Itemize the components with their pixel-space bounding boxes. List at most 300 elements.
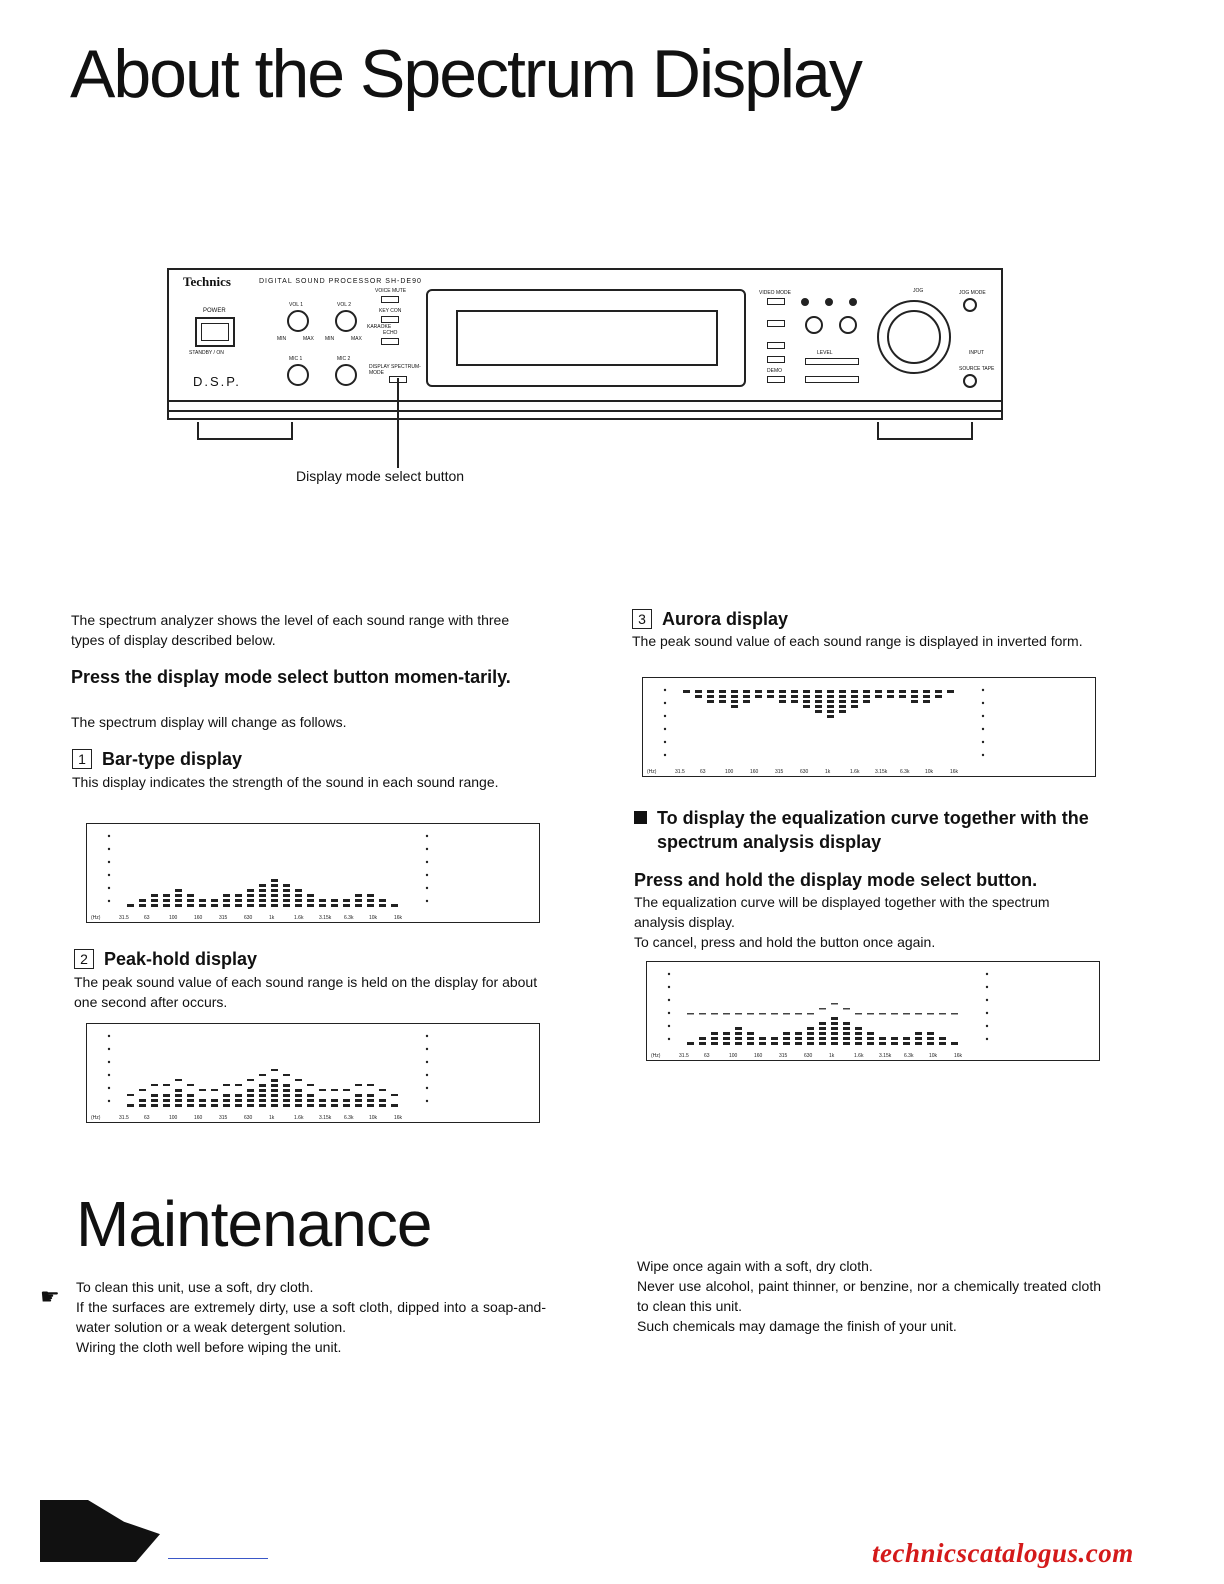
spectrum-bar-segment <box>391 904 398 907</box>
mode-button-2[interactable] <box>767 320 785 327</box>
scale-dot <box>982 689 984 691</box>
key-con-button[interactable] <box>381 316 399 323</box>
spectrum-bar-segment <box>747 1037 754 1040</box>
min-label-2: MIN <box>325 336 335 342</box>
spectrum-bar-segment <box>187 1104 194 1107</box>
spectrum-bar-segment <box>743 700 750 703</box>
spectrum-svg <box>87 1024 541 1124</box>
spectrum-bar-segment <box>887 690 894 693</box>
spectrum-bar-segment <box>283 1094 290 1097</box>
footer-site: technicscatalogus.com <box>872 1538 1134 1568</box>
eq-curve-marker <box>771 1013 778 1015</box>
spectrum-bar-segment <box>379 1104 386 1107</box>
input-button[interactable] <box>963 374 977 388</box>
spectrum-bar-segment <box>855 1027 862 1030</box>
spectrum-bar-segment <box>803 700 810 703</box>
spectrum-bar-segment <box>163 1104 170 1107</box>
spectrum-bar-segment <box>283 894 290 897</box>
scale-dot <box>986 1012 988 1014</box>
freq-tick-label: 63 <box>700 769 706 775</box>
freq-tick-label: 3.15k <box>319 1115 332 1121</box>
scale-dot <box>664 689 666 691</box>
press-heading: Press the display mode select button momen-tarily. <box>71 667 511 687</box>
spectrum-bar-segment <box>175 1094 182 1097</box>
spectrum-bar-segment <box>367 1094 374 1097</box>
footer-rule <box>168 1558 268 1559</box>
spectrum-bar-segment <box>367 1099 374 1102</box>
eq-curve-marker <box>927 1013 934 1015</box>
peak-marker <box>319 1089 326 1091</box>
spectrum-bar-segment <box>367 894 374 897</box>
spectrum-bar-segment <box>767 690 774 693</box>
spectrum-bar-segment <box>695 690 702 693</box>
spectrum-bar-segment <box>759 1042 766 1045</box>
spectrum-bar-segment <box>283 899 290 902</box>
eq-heading-text: To display the equalization curve together with the spectrum analysis display <box>657 808 1089 852</box>
freq-tick-label: 630 <box>804 1053 813 1059</box>
spectrum-bar-segment <box>175 889 182 892</box>
spectrum-bar-segment <box>379 1099 386 1102</box>
spectrum-bar-segment <box>935 690 942 693</box>
eq-curve-marker <box>687 1013 694 1015</box>
effect-button[interactable] <box>767 356 785 363</box>
peak-marker <box>307 1084 314 1086</box>
freq-tick-label: 1.6k <box>854 1053 864 1059</box>
spectrum-bar-segment <box>791 700 798 703</box>
scale-dot <box>108 1074 110 1076</box>
spectrum-bar-segment <box>187 894 194 897</box>
freq-tick-label: 315 <box>219 1115 228 1121</box>
spectrum-bar-segment <box>783 1032 790 1035</box>
spectrum-bar-segment <box>343 904 350 907</box>
spectrum-bar-segment <box>223 1104 230 1107</box>
mic2-knob[interactable] <box>335 364 357 386</box>
freq-tick-label: 63 <box>144 1115 150 1121</box>
vol2-knob[interactable] <box>335 310 357 332</box>
spectrum-bar-segment <box>807 1042 814 1045</box>
section-number-3: 3 <box>632 609 652 629</box>
eq-curve-marker <box>951 1013 958 1015</box>
page-title: About the Spectrum Display <box>70 36 861 112</box>
spectrum-bar-segment <box>707 690 714 693</box>
freq-tick-label: 100 <box>169 1115 178 1121</box>
spectrum-bar-segment <box>771 1042 778 1045</box>
intro-text: The spectrum analyzer shows the level of each sound range with three types of display described below. <box>71 612 510 648</box>
spectrum-bar-segment <box>343 1099 350 1102</box>
spectrum-bar-segment <box>295 1104 302 1107</box>
spectrum-bar-segment <box>755 690 762 693</box>
spectrum-bar-segment <box>271 1079 278 1082</box>
video-mode-button[interactable] <box>767 298 785 305</box>
press-text: The spectrum display will change as follows. <box>71 714 347 730</box>
spectrum-bar-segment <box>731 690 738 693</box>
spectrum-bar-segment <box>307 1104 314 1107</box>
spectrum-bar-segment <box>247 904 254 907</box>
spectrum-bar-segment <box>795 1042 802 1045</box>
spectrum-bar-segment <box>367 1104 374 1107</box>
spectrum-bar-segment <box>319 1099 326 1102</box>
spectrum-bar-segment <box>719 700 726 703</box>
freq-tick-label: 630 <box>244 1115 253 1121</box>
spectrum-bar-segment <box>899 690 906 693</box>
spectrum-bar-segment <box>331 899 338 902</box>
scale-dot <box>986 1025 988 1027</box>
spectrum-bar-segment <box>247 1104 254 1107</box>
device-foot-right <box>877 422 973 440</box>
eq-curve-spectrum <box>646 961 1100 1061</box>
spectrum-bar-segment <box>259 1094 266 1097</box>
spectrum-bar-segment <box>723 1032 730 1035</box>
spectrum-bar-segment <box>175 1089 182 1092</box>
freq-tick-label: 1k <box>269 1115 275 1121</box>
treble-knob[interactable] <box>839 316 857 334</box>
spectrum-bar-segment <box>831 1027 838 1030</box>
spectrum-bar-segment <box>271 884 278 887</box>
eq-curve-marker <box>747 1013 754 1015</box>
device-base-line-2 <box>167 410 1003 412</box>
spectrum-bar-segment <box>151 1099 158 1102</box>
freq-tick-label: 10k <box>929 1053 938 1059</box>
spectrum-bar-segment <box>879 1042 886 1045</box>
eq-heading <box>634 806 1127 854</box>
spectrum-bar-segment <box>891 1042 898 1045</box>
peak-hold-text: The peak sound value of each sound range is held on the display for about one second after occurs. <box>74 974 538 1010</box>
spectrum-bar-segment <box>259 899 266 902</box>
spectrum-bar-segment <box>259 889 266 892</box>
spectrum-bar-segment <box>163 894 170 897</box>
indicator-2 <box>825 298 833 306</box>
peak-marker <box>235 1084 242 1086</box>
freq-tick-label: 31.5 <box>119 915 129 921</box>
jog-dial[interactable] <box>877 300 951 374</box>
jog-mode-button[interactable] <box>963 298 977 312</box>
freq-tick-label: 6.3k <box>900 769 910 775</box>
level-label: LEVEL <box>817 350 833 356</box>
spectrum-bar-segment <box>307 1099 314 1102</box>
scale-dot <box>982 702 984 704</box>
scale-dot <box>108 900 110 902</box>
peak-marker <box>151 1084 158 1086</box>
aurora-heading <box>632 608 788 630</box>
bass-knob[interactable] <box>805 316 823 334</box>
input-label: INPUT <box>969 350 984 356</box>
spectrum-bar-segment <box>199 1099 206 1102</box>
freq-tick-label: 160 <box>754 1053 763 1059</box>
scale-dot <box>426 1035 428 1037</box>
spectrum-bar-segment <box>843 1042 850 1045</box>
spectrum-bar-segment <box>271 1089 278 1092</box>
eq-curve-marker <box>723 1013 730 1015</box>
scale-dot <box>426 1061 428 1063</box>
spectrum-bar-segment <box>259 1099 266 1102</box>
spectrum-bar-segment <box>283 1099 290 1102</box>
spectrum-bar-segment <box>259 1104 266 1107</box>
peak-marker <box>211 1089 218 1091</box>
spectrum-bar-segment <box>911 700 918 703</box>
freq-tick-label: 10k <box>369 1115 378 1121</box>
scale-dot <box>108 835 110 837</box>
voice-mute-label: VOICE MUTE <box>375 288 407 294</box>
maintenance-left-1: To clean this unit, use a soft, dry cloth. <box>76 1279 314 1295</box>
peak-marker <box>331 1089 338 1091</box>
spectrum-bar-segment <box>887 695 894 698</box>
spectrum-bar-segment <box>719 690 726 693</box>
spectrum-bar-segment <box>319 899 326 902</box>
spectrum-bar-segment <box>839 700 846 703</box>
spectrum-bar-segment <box>723 1042 730 1045</box>
freq-tick-label: 315 <box>219 915 228 921</box>
maintenance-title: Maintenance <box>76 1188 432 1260</box>
spectrum-bar-segment <box>855 1042 862 1045</box>
peak-marker <box>391 1094 398 1096</box>
spectrum-bar-segment <box>855 1037 862 1040</box>
eq-curve-marker <box>891 1013 898 1015</box>
spectrum-bar-segment <box>803 705 810 708</box>
peak-marker <box>247 1079 254 1081</box>
spectrum-bar-segment <box>827 700 834 703</box>
eq-curve-marker <box>939 1013 946 1015</box>
spectrum-bar-segment <box>803 690 810 693</box>
spectrum-bar-segment <box>343 1104 350 1107</box>
spectrum-bar-segment <box>795 1032 802 1035</box>
spectrum-bar-segment <box>707 695 714 698</box>
spectrum-bar-segment <box>731 695 738 698</box>
brand-logo: Technics <box>183 274 231 289</box>
spectrum-bar-segment <box>235 1099 242 1102</box>
spectrum-bar-segment <box>355 894 362 897</box>
spectrum-bar-segment <box>271 1104 278 1107</box>
spectrum-bar-segment <box>779 700 786 703</box>
spectrum-bar-segment <box>819 1042 826 1045</box>
scale-dot <box>108 1061 110 1063</box>
freq-unit-label: (Hz) <box>91 915 101 921</box>
power-button[interactable] <box>195 317 235 347</box>
peak-hold-spectrum <box>86 1023 540 1123</box>
peak-marker <box>259 1074 266 1076</box>
demo-button[interactable] <box>767 376 785 383</box>
spectrum-bar-segment <box>355 1094 362 1097</box>
spectrum-bar-segment <box>283 1084 290 1087</box>
scale-dot <box>108 848 110 850</box>
spectrum-bar-segment <box>295 899 302 902</box>
eq-curve-marker <box>879 1013 886 1015</box>
page-corner-mark <box>40 1500 160 1562</box>
scale-dot <box>986 1038 988 1040</box>
scale-dot <box>668 999 670 1001</box>
freq-tick-label: 315 <box>775 769 784 775</box>
standby-label: STANDBY / ON <box>189 350 224 356</box>
scale-dot <box>426 1074 428 1076</box>
memo-button[interactable] <box>767 342 785 349</box>
freq-tick-label: 1.6k <box>294 915 304 921</box>
spectrum-bar-segment <box>867 1042 874 1045</box>
spectrum-bar-segment <box>843 1027 850 1030</box>
spectrum-bar-segment <box>815 710 822 713</box>
jog-dial-inner <box>887 310 941 364</box>
spectrum-bar-segment <box>199 899 206 902</box>
eq-curve-marker <box>915 1013 922 1015</box>
spectrum-bar-segment <box>319 1104 326 1107</box>
spectrum-bar-segment <box>223 899 230 902</box>
freq-tick-label: 100 <box>729 1053 738 1059</box>
key-con-label: KEY CON <box>379 308 402 314</box>
spectrum-bar-segment <box>719 695 726 698</box>
scale-dot <box>986 986 988 988</box>
scale-dot <box>668 986 670 988</box>
spectrum-bar-segment <box>699 1042 706 1045</box>
spectrum-bar-segment <box>899 695 906 698</box>
spectrum-bar-segment <box>815 705 822 708</box>
jog-label: JOG <box>913 288 924 294</box>
device-base-line-3 <box>167 418 1003 420</box>
freq-tick-label: 1.6k <box>294 1115 304 1121</box>
mic1-knob[interactable] <box>287 364 309 386</box>
square-bullet-icon <box>634 811 647 824</box>
spectrum-bar-segment <box>331 1104 338 1107</box>
spectrum-bar-segment <box>199 904 206 907</box>
freq-tick-label: 1k <box>825 769 831 775</box>
spectrum-bar-segment <box>247 1094 254 1097</box>
freq-tick-label: 630 <box>244 915 253 921</box>
spectrum-bar-segment <box>875 695 882 698</box>
spectrum-bar-segment <box>711 1037 718 1040</box>
spectrum-bar-segment <box>355 1104 362 1107</box>
spectrum-bar-segment <box>891 1037 898 1040</box>
spectrum-bar-segment <box>355 904 362 907</box>
spectrum-bar-segment <box>331 904 338 907</box>
spectrum-bar-segment <box>735 1037 742 1040</box>
freq-tick-label: 16k <box>950 769 959 775</box>
spectrum-bar-segment <box>175 1104 182 1107</box>
spectrum-bar-segment <box>295 904 302 907</box>
eq-curve-marker <box>831 1003 838 1005</box>
scale-dot <box>986 999 988 1001</box>
vol2-label: VOL 2 <box>337 302 351 308</box>
spectrum-bar-segment <box>139 904 146 907</box>
freq-tick-label: 100 <box>725 769 734 775</box>
eq-curve-marker <box>807 1013 814 1015</box>
freq-unit-label: (Hz) <box>651 1053 661 1059</box>
spectrum-bar-segment <box>223 1094 230 1097</box>
dsp-logo: D.S.P. <box>193 374 241 389</box>
spectrum-bar-segment <box>163 1099 170 1102</box>
spectrum-bar-segment <box>127 1104 134 1107</box>
scale-dot <box>664 754 666 756</box>
spectrum-svg <box>87 824 541 924</box>
peak-marker <box>163 1084 170 1086</box>
spectrum-bar-segment <box>807 1027 814 1030</box>
peak-marker <box>271 1069 278 1071</box>
spectrum-bar-segment <box>271 1084 278 1087</box>
peak-marker <box>187 1084 194 1086</box>
spectrum-bar-segment <box>683 690 690 693</box>
freq-tick-label: 16k <box>394 915 403 921</box>
bar-type-heading <box>72 748 242 770</box>
spectrum-bar-segment <box>139 899 146 902</box>
scale-dot <box>108 1087 110 1089</box>
maintenance-right-1: Wipe once again with a soft, dry cloth. <box>637 1258 873 1274</box>
spectrum-bar-segment <box>791 695 798 698</box>
scale-dot <box>668 1038 670 1040</box>
spectrum-bar-segment <box>687 1042 694 1045</box>
spectrum-bar-segment <box>831 1032 838 1035</box>
spectrum-bar-segment <box>743 690 750 693</box>
spectrum-bar-segment <box>235 899 242 902</box>
echo-button[interactable] <box>381 338 399 345</box>
spectrum-bar-segment <box>815 690 822 693</box>
device-illustration <box>167 268 1003 420</box>
eq-curve-marker <box>867 1013 874 1015</box>
display-screen <box>456 310 718 366</box>
freq-tick-label: 315 <box>779 1053 788 1059</box>
spectrum-bar-segment <box>939 1042 946 1045</box>
scale-dot <box>668 1012 670 1014</box>
bank-button[interactable] <box>805 376 859 383</box>
aurora-spectrum <box>642 677 1096 777</box>
freq-tick-label: 100 <box>169 915 178 921</box>
spectrum-bar-segment <box>151 1094 158 1097</box>
spectrum-bar-segment <box>879 1037 886 1040</box>
spectrum-bar-segment <box>819 1022 826 1025</box>
scale-dot <box>664 741 666 743</box>
mic1-label: MIC 1 <box>289 356 303 362</box>
peak-marker <box>379 1089 386 1091</box>
spectrum-bar-segment <box>211 899 218 902</box>
spectrum-bar-segment <box>695 695 702 698</box>
bar-type-spectrum <box>86 823 540 923</box>
spectrum-bar-segment <box>755 695 762 698</box>
spectrum-bar-segment <box>247 894 254 897</box>
spectrum-bar-segment <box>831 1022 838 1025</box>
spectrum-bar-segment <box>271 904 278 907</box>
spectrum-bar-segment <box>827 690 834 693</box>
eq-curve-marker <box>759 1013 766 1015</box>
spectrum-bar-segment <box>235 904 242 907</box>
freq-unit-label: (Hz) <box>647 769 657 775</box>
spectrum-bar-segment <box>295 1099 302 1102</box>
freq-tick-label: 10k <box>925 769 934 775</box>
scale-dot <box>108 1035 110 1037</box>
spectrum-bar-segment <box>779 690 786 693</box>
freq-unit-label: (Hz) <box>91 1115 101 1121</box>
scale-dot <box>668 1025 670 1027</box>
spectrum-bar-segment <box>271 1099 278 1102</box>
eq-text-2: To cancel, press and hold the button once again. <box>634 934 936 950</box>
indicator-1 <box>801 298 809 306</box>
freq-tick-label: 3.15k <box>879 1053 892 1059</box>
spectrum-bar-segment <box>295 1089 302 1092</box>
spectrum-bar-segment <box>807 1037 814 1040</box>
vol1-knob[interactable] <box>287 310 309 332</box>
spectrum-bar-segment <box>175 904 182 907</box>
peak-marker <box>295 1079 302 1081</box>
spectrum-bar-segment <box>851 690 858 693</box>
spectrum-bar-segment <box>815 700 822 703</box>
level-button[interactable] <box>805 358 859 365</box>
aurora-text: The peak sound value of each sound range is displayed in inverted form. <box>632 633 1083 649</box>
spectrum-bar-segment <box>355 899 362 902</box>
spectrum-bar-segment <box>791 690 798 693</box>
spectrum-bar-segment <box>211 904 218 907</box>
spectrum-bar-segment <box>783 1042 790 1045</box>
voice-mute-button[interactable] <box>381 296 399 303</box>
scale-dot <box>426 1100 428 1102</box>
freq-tick-label: 3.15k <box>319 915 332 921</box>
spectrum-bar-segment <box>711 1042 718 1045</box>
spectrum-bar-segment <box>927 1032 934 1035</box>
spectrum-bar-segment <box>699 1037 706 1040</box>
freq-tick-label: 6.3k <box>904 1053 914 1059</box>
